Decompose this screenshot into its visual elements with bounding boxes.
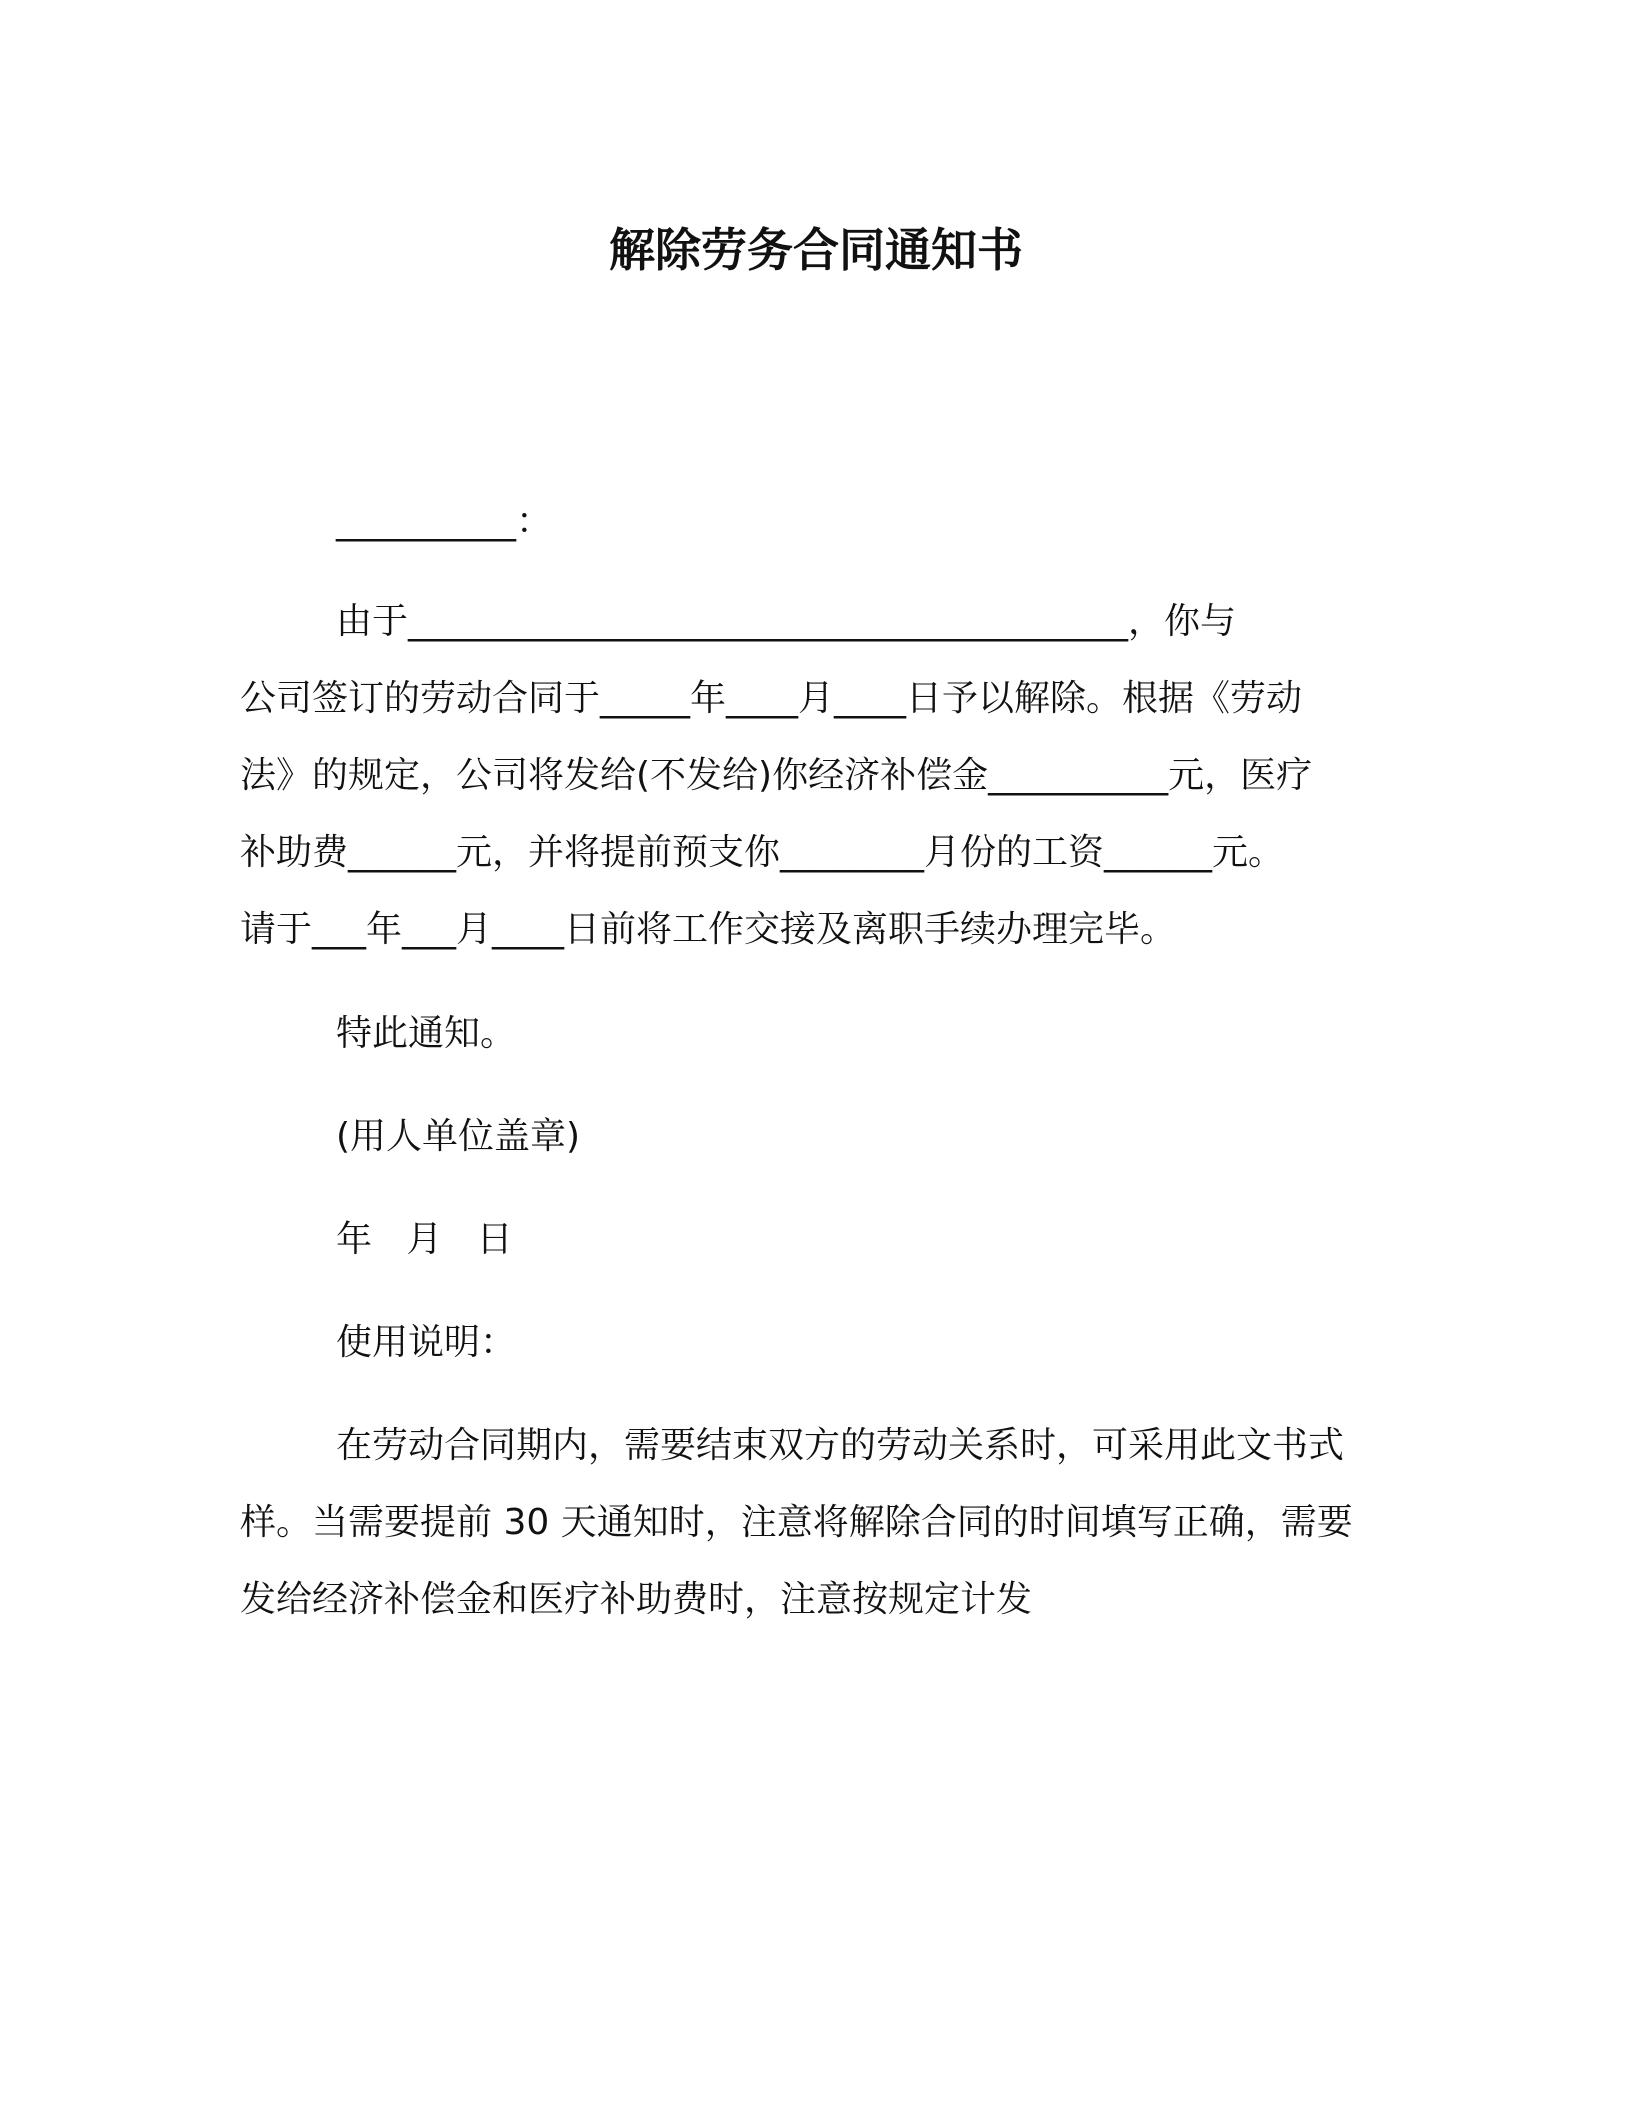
body-line-3: 法》的规定，公司将发给(不发给)你经济补偿金__________元，医疗 xyxy=(240,755,1313,796)
salutation-line: __________： xyxy=(336,501,553,542)
body-line-5: 请于___年___月____日前将工作交接及离职手续办理完毕。 xyxy=(240,909,1177,950)
body-line-4: 补助费______元，并将提前预支你________月份的工资______元。 xyxy=(240,832,1285,873)
body-line-1: 由于________________________________________，你与 xyxy=(336,601,1237,642)
date-line: 年 月 日 xyxy=(336,1219,513,1260)
seal-text: (用人单位盖章) xyxy=(336,1116,581,1157)
usage-heading: 使用说明： xyxy=(336,1322,517,1363)
usage-line-1: 在劳动合同期内，需要结束双方的劳动关系时，可采用此文书式 xyxy=(336,1425,1345,1466)
document-title: 解除劳务合同通知书 xyxy=(609,223,1023,277)
usage-line-2: 样。当需要提前 30 天通知时，注意将解除合同的时间填写正确，需要 xyxy=(240,1502,1353,1543)
usage-line-3: 发给经济补偿金和医疗补助费时，注意按规定计发 xyxy=(240,1579,1033,1620)
closing-text: 特此通知。 xyxy=(336,1013,517,1054)
body-line-2: 公司签订的劳动合同于_____年____月____日予以解除。根据《劳动 xyxy=(240,678,1303,719)
